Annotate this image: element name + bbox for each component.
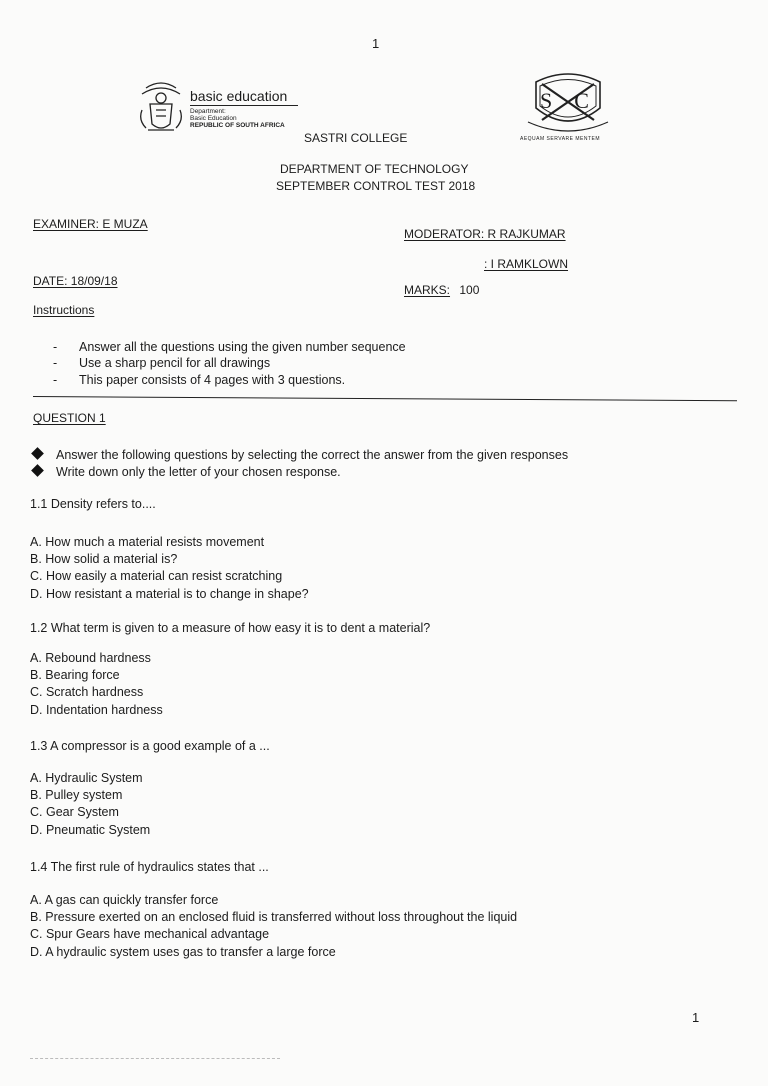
direction-item: Write down only the letter of your chosen response. [33, 465, 341, 479]
question-stem: 1.4 The first rule of hydraulics states that ... [30, 860, 269, 874]
option-item: B. Pulley system [30, 788, 123, 802]
option-item: C. Spur Gears have mechanical advantage [30, 927, 270, 941]
scan-artifact-line [30, 1058, 280, 1059]
option-item: C. How easily a material can resist scratching [30, 569, 283, 583]
diamond-bullet-icon [31, 447, 44, 460]
option-item: C. Gear System [30, 805, 119, 819]
school-logo-motto: AEQUAM SERVARE MENTEM [520, 136, 601, 142]
question-stem: 1.1 Density refers to.... [30, 497, 156, 511]
school-logo [518, 70, 618, 150]
examiner-label: EXAMINER: E MUZA [33, 217, 148, 231]
option-item: D. Indentation hardness [30, 703, 163, 717]
instruction-item: - This paper consists of 4 pages with 3 questions. [53, 373, 346, 387]
option-item: B. Pressure exerted on an enclosed fluid is transferred without loss throughout the liquid [30, 910, 518, 924]
dept-logo-title: basic education [190, 88, 298, 106]
coat-of-arms-icon [136, 80, 186, 136]
option-item: B. How solid a material is? [30, 552, 178, 566]
option-item: D. How resistant a material is to change in shape? [30, 587, 309, 601]
dept-logo-line2: Basic Education [190, 115, 237, 122]
question1-heading: QUESTION 1 [33, 411, 106, 425]
moderator2-label: : I RAMKLOWN [484, 257, 569, 271]
page-number-bottom: 1 [692, 1010, 700, 1025]
option-item: B. Bearing force [30, 668, 120, 682]
dept-logo-line1: Department: [190, 108, 226, 115]
option-item: A. Hydraulic System [30, 771, 143, 785]
instruction-item: - Use a sharp pencil for all drawings [53, 356, 271, 370]
question-stem: 1.2 What term is given to a measure of how easy it is to dent a material? [30, 621, 431, 635]
option-item: A. Rebound hardness [30, 651, 151, 665]
option-item: A. A gas can quickly transfer force [30, 893, 219, 907]
dept-logo-line3: REPUBLIC OF SOUTH AFRICA [190, 122, 285, 129]
option-item: D. A hydraulic system uses gas to transfer a large force [30, 945, 336, 959]
moderator-label: MODERATOR: R RAJKUMAR [404, 227, 566, 241]
date-label: DATE: 18/09/18 [33, 274, 118, 288]
option-item: D. Pneumatic System [30, 823, 151, 837]
option-item: A. How much a material resists movement [30, 535, 265, 549]
marks-label: MARKS: [404, 283, 451, 297]
direction-item: Answer the following questions by selecting the correct the answer from the given responses [33, 448, 568, 462]
marks-value: 100 [459, 283, 480, 297]
school-name: SASTRI COLLEGE [304, 131, 408, 145]
question-stem: 1.3 A compressor is a good example of a ... [30, 739, 270, 753]
instruction-item: - Answer all the questions using the given number sequence [53, 340, 406, 354]
test-title: SEPTEMBER CONTROL TEST 2018 [276, 179, 476, 193]
department-title: DEPARTMENT OF TECHNOLOGY [280, 162, 469, 176]
option-item: C. Scratch hardness [30, 685, 144, 699]
section-divider [33, 396, 737, 401]
instructions-heading: Instructions [33, 303, 95, 317]
dept-logo [136, 80, 316, 140]
school-logo-letters: SC [540, 88, 611, 113]
page-number-top: 1 [372, 36, 380, 51]
diamond-bullet-icon [31, 464, 44, 477]
marks-row [404, 283, 479, 297]
